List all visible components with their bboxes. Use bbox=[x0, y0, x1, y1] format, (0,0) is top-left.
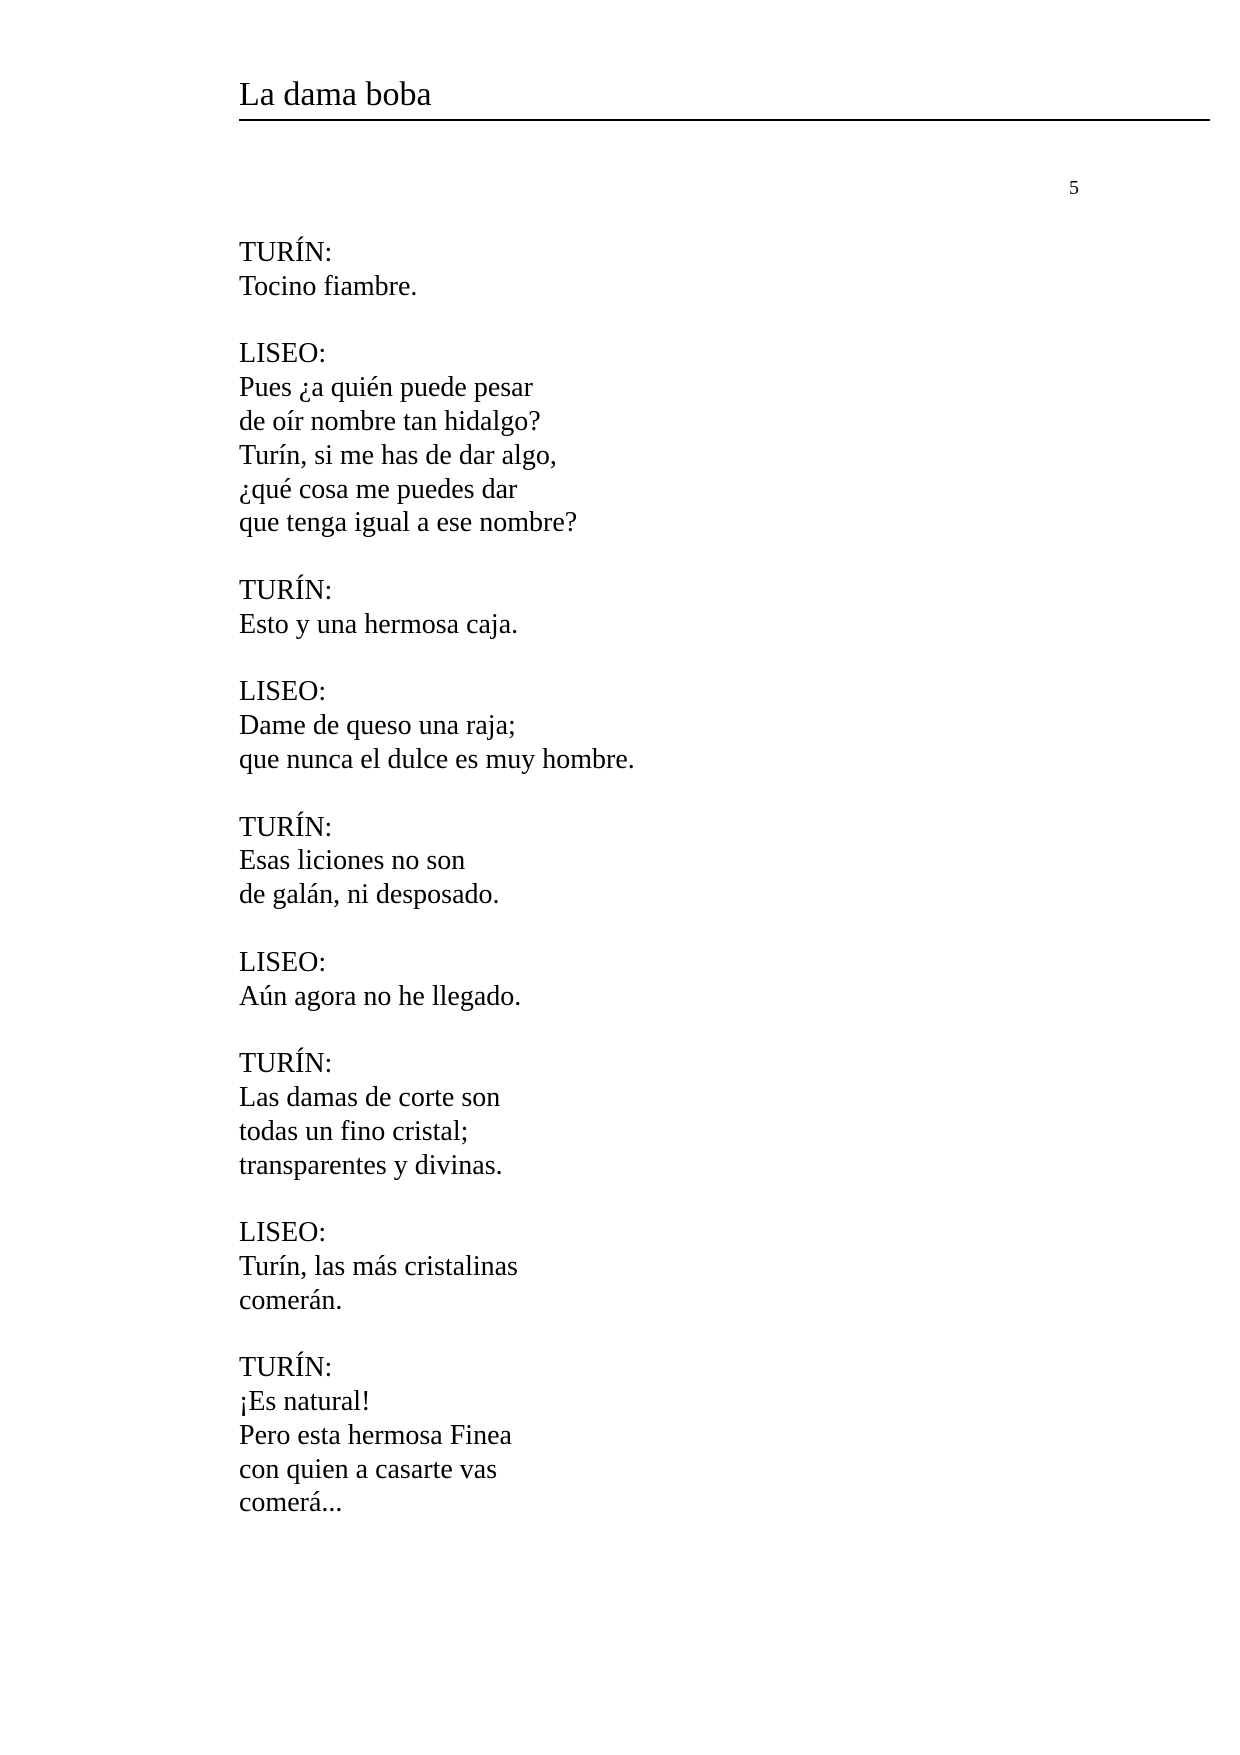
verse-line: que nunca el dulce es muy hombre. bbox=[239, 743, 635, 775]
verse-line: Tocino fiambre. bbox=[239, 270, 418, 302]
speech-block bbox=[239, 337, 1139, 540]
verse-line: Pero esta hermosa Finea bbox=[239, 1419, 512, 1451]
verse-line: Esas liciones no son bbox=[239, 845, 466, 877]
verse-line: Turín, las más cristalinas bbox=[239, 1250, 518, 1282]
verse-line: con quien a casarte vas bbox=[239, 1453, 498, 1485]
speaker-name: LISEO: bbox=[239, 1217, 327, 1249]
verse-line: comerá... bbox=[239, 1487, 343, 1519]
verse-line: de galán, ni desposado. bbox=[239, 879, 500, 911]
running-header-title: La dama boba bbox=[239, 76, 432, 113]
speech-block bbox=[239, 675, 1139, 776]
speaker-name: LISEO: bbox=[239, 676, 327, 708]
speaker-name: LISEO: bbox=[239, 946, 327, 978]
speech-block bbox=[239, 811, 1139, 912]
verse-line: comerán. bbox=[239, 1284, 343, 1316]
verse-line: Las damas de corte son bbox=[239, 1081, 501, 1113]
speaker-name: LISEO: bbox=[239, 338, 327, 370]
verse-line: ¡Es natural! bbox=[239, 1386, 371, 1418]
speaker-name: TURÍN: bbox=[239, 574, 333, 606]
speech-block bbox=[239, 1047, 1139, 1182]
speech-block bbox=[239, 1216, 1139, 1317]
verse-line: Turín, si me has de dar algo, bbox=[239, 439, 557, 471]
speech-block bbox=[239, 946, 1139, 1014]
verse-line: Pues ¿a quién puede pesar bbox=[239, 372, 533, 404]
speaker-name: TURÍN: bbox=[239, 811, 333, 843]
page-number: 5 bbox=[1069, 177, 1079, 199]
verse-line: transparentes y divinas. bbox=[239, 1149, 503, 1181]
play-text bbox=[239, 236, 1139, 1554]
verse-line: ¿qué cosa me puedes dar bbox=[239, 473, 518, 505]
speech-block bbox=[239, 236, 1139, 304]
speech-block bbox=[239, 1351, 1139, 1520]
speaker-name: TURÍN: bbox=[239, 1048, 333, 1080]
speaker-name: TURÍN: bbox=[239, 1352, 333, 1384]
verse-line: todas un fino cristal; bbox=[239, 1115, 469, 1147]
speaker-name: TURÍN: bbox=[239, 237, 333, 268]
verse-line: Dame de queso una raja; bbox=[239, 710, 516, 742]
verse-line: que tenga igual a ese nombre? bbox=[239, 507, 578, 539]
verse-line: Esto y una hermosa caja. bbox=[239, 608, 519, 640]
header-rule bbox=[239, 119, 1210, 121]
speech-block bbox=[239, 574, 1139, 642]
verse-line: Aún agora no he llegado. bbox=[239, 980, 522, 1012]
verse-line: de oír nombre tan hidalgo? bbox=[239, 405, 541, 437]
